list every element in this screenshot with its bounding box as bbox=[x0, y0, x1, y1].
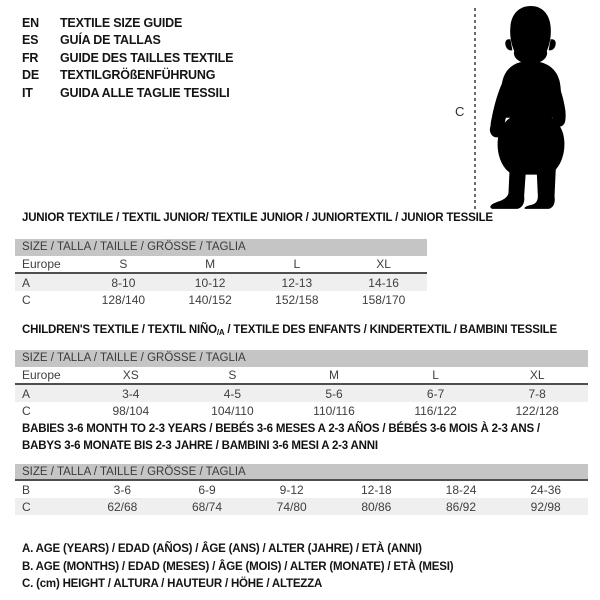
height-measure-dashed-line bbox=[474, 8, 476, 211]
value-cell: 12-13 bbox=[281, 275, 313, 290]
footnote-b: B. AGE (MONTHS) / EDAD (MESES) / ÂGE (MOIS) / ALTER (MONATE) / ETÀ (MESI) bbox=[22, 560, 454, 573]
value-cell: 110/116 bbox=[313, 403, 355, 418]
table-row-europe bbox=[15, 367, 588, 385]
children-title-suffix: / TEXTILE DES ENFANTS / KINDERTEXTIL / BAMBINI TESSILE bbox=[224, 324, 557, 336]
value-cell: 8-10 bbox=[111, 275, 136, 290]
language-label: TEXTILGRÖßENFÜHRUNG bbox=[60, 68, 216, 83]
language-code: EN bbox=[22, 15, 39, 30]
language-list bbox=[22, 14, 233, 102]
row-label: C bbox=[22, 499, 31, 514]
size-header-band: SIZE / TALLA / TAILLE / GRÖSSE / TAGLIA bbox=[15, 464, 588, 481]
footnote-legend bbox=[22, 541, 453, 594]
language-code: ES bbox=[22, 33, 39, 48]
size-header-band: SIZE / TALLA / TAILLE / GRÖSSE / TAGLIA bbox=[15, 239, 427, 256]
value-cell: 3-6 bbox=[113, 482, 131, 497]
value-cell: 74/80 bbox=[276, 499, 307, 514]
value-cell: 152/158 bbox=[275, 292, 319, 307]
value-cell: 5-6 bbox=[325, 386, 343, 401]
table-row-height bbox=[15, 498, 588, 515]
footnote-a: A. AGE (YEARS) / EDAD (AÑOS) / ÂGE (ANS) / ALTER (JAHRE) / ETÀ (ANNI) bbox=[22, 543, 422, 555]
children-size-table bbox=[15, 350, 588, 419]
value-cell: 98/104 bbox=[112, 403, 150, 418]
value-cell: 158/170 bbox=[361, 292, 406, 307]
row-label: B bbox=[22, 482, 31, 497]
table-row-height bbox=[15, 291, 427, 308]
size-header-band: SIZE / TALLA / TAILLE / GRÖSSE / TAGLIA bbox=[15, 350, 588, 367]
table-row-europe bbox=[15, 256, 427, 274]
language-label: GUIDE DES TAILLES TEXTILE bbox=[60, 50, 234, 65]
table-row-age bbox=[15, 274, 427, 291]
row-label: A bbox=[22, 386, 31, 401]
value-cell: 10-12 bbox=[194, 275, 226, 290]
babies-section-title-line2: BABYS 3-6 MONATE BIS 2-3 JAHRE / BAMBINI 3-6 MESI A 2-3 ANNI bbox=[22, 440, 378, 452]
babies-size-table bbox=[15, 464, 588, 515]
size-cell: XL bbox=[529, 368, 545, 382]
size-cell: XS bbox=[122, 368, 139, 382]
language-row-de bbox=[22, 67, 233, 85]
table-row-height bbox=[15, 402, 588, 419]
size-cell: S bbox=[119, 257, 128, 271]
children-section-title bbox=[22, 324, 557, 337]
table-row-age-months bbox=[15, 481, 588, 498]
height-measure-label: C bbox=[455, 104, 465, 119]
value-cell: 3-4 bbox=[122, 386, 140, 401]
junior-size-table bbox=[15, 239, 427, 308]
row-label: Europe bbox=[22, 257, 61, 271]
language-row-it bbox=[22, 84, 233, 102]
value-cell: 122/128 bbox=[515, 403, 559, 418]
babies-section-title-line1: BABIES 3-6 MONTH TO 2-3 YEARS / BEBÉS 3-6 MESES A 2-3 AÑOS / BÉBÉS 3-6 MOIS À 2-3 ANS / bbox=[22, 423, 540, 435]
value-cell: 128/140 bbox=[101, 292, 146, 307]
value-cell: 140/152 bbox=[188, 292, 232, 307]
value-cell: 12-18 bbox=[361, 482, 392, 497]
value-cell: 6-9 bbox=[198, 482, 216, 497]
value-cell: 116/122 bbox=[414, 403, 457, 418]
size-cell: S bbox=[228, 368, 237, 382]
size-cell: XL bbox=[376, 257, 391, 271]
row-label: A bbox=[22, 275, 31, 290]
language-row-fr bbox=[22, 49, 233, 67]
value-cell: 14-16 bbox=[368, 275, 399, 290]
language-row-en bbox=[22, 14, 233, 32]
size-cell: L bbox=[293, 257, 301, 271]
row-label: C bbox=[22, 403, 31, 418]
language-code: FR bbox=[22, 50, 39, 65]
language-label: GUÍA DE TALLAS bbox=[60, 33, 161, 48]
value-cell: 92/98 bbox=[530, 499, 561, 514]
value-cell: 4-5 bbox=[223, 386, 242, 401]
language-code: DE bbox=[22, 68, 39, 83]
value-cell: 62/68 bbox=[107, 499, 138, 514]
value-cell: 9-12 bbox=[279, 482, 304, 497]
row-label: C bbox=[22, 292, 31, 307]
children-title-prefix: CHILDREN'S TEXTILE / TEXTIL NIÑO bbox=[22, 324, 217, 336]
size-cell: L bbox=[432, 368, 439, 382]
children-title-subscript: /A bbox=[216, 328, 225, 337]
value-cell: 18-24 bbox=[445, 482, 477, 497]
value-cell: 24-36 bbox=[530, 482, 562, 497]
size-cell: M bbox=[205, 257, 216, 271]
language-code: IT bbox=[22, 85, 33, 100]
value-cell: 7-8 bbox=[528, 386, 546, 401]
value-cell: 86/92 bbox=[446, 499, 477, 514]
language-row-es bbox=[22, 32, 233, 50]
junior-section-title: JUNIOR TEXTILE / TEXTIL JUNIOR/ TEXTILE JUNIOR / JUNIORTEXTIL / JUNIOR TESSILE bbox=[22, 212, 493, 224]
table-row-age bbox=[15, 385, 588, 402]
size-cell: M bbox=[328, 368, 339, 382]
value-cell: 6-7 bbox=[426, 386, 445, 401]
language-label: TEXTILE SIZE GUIDE bbox=[60, 15, 183, 30]
value-cell: 104/110 bbox=[211, 403, 254, 418]
baby-silhouette-icon bbox=[482, 4, 580, 210]
language-label: GUIDA ALLE TAGLIE TESSILI bbox=[60, 85, 230, 100]
footnote-c: C. (cm) HEIGHT / ALTURA / HAUTEUR / HÖHE / ALTEZZA bbox=[22, 578, 323, 590]
row-label: Europe bbox=[22, 368, 61, 382]
value-cell: 68/74 bbox=[191, 499, 223, 514]
value-cell: 80/86 bbox=[361, 499, 392, 514]
